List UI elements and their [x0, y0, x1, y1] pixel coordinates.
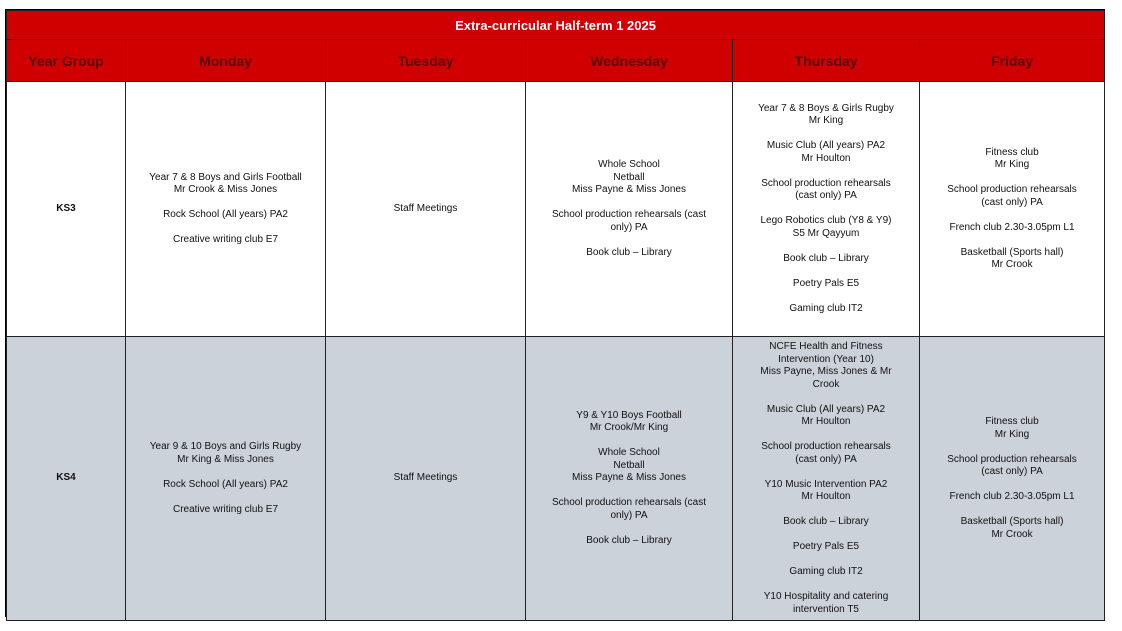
header-monday: Monday [126, 40, 326, 82]
activity-entry: Book club – Library [783, 252, 869, 264]
cell-ks3-monday [126, 82, 326, 337]
cell-ks4-friday [920, 337, 1105, 621]
activity-entry: Lego Robotics club (Y8 & Y9) S5 Mr Qayyum [760, 215, 892, 239]
activity-entry: Staff Meetings [393, 202, 458, 214]
timetable-sheet [5, 9, 1105, 617]
activity-entry: Fitness club Mr King [985, 146, 1039, 170]
activity-entry: Year 7 & 8 Boys and Girls Football Mr Crook & Miss Jones [149, 171, 302, 195]
activity-entry: Poetry Pals E5 [792, 277, 860, 289]
activity-entry: Gaming club IT2 [789, 302, 863, 314]
activity-entry: School production rehearsals (cast only) PA [761, 177, 891, 202]
activity-entry: Staff Meetings [393, 472, 458, 484]
header-thursday: Thursday [733, 40, 920, 82]
activity-entry: Rock School (All years) PA2 [163, 478, 288, 490]
activity-entry: Creative writing club E7 [172, 503, 279, 515]
activity-entry: Basketball (Sports hall) Mr Crook [960, 246, 1064, 270]
year-group-cell: KS4 [7, 337, 126, 621]
activity-entry: Book club – Library [586, 246, 672, 258]
header-wednesday: Wednesday [526, 40, 733, 82]
activity-entry: Book club – Library [586, 534, 672, 546]
activity-entry: Basketball (Sports hall) Mr Crook [960, 516, 1064, 540]
activity-entry: School production rehearsals (cast only) PA [552, 209, 706, 233]
cell-ks3-thursday [733, 82, 920, 337]
cell-ks4-thursday [733, 337, 920, 621]
header-year-group: Year Group [7, 40, 126, 82]
activity-entry: Whole School Netball Miss Payne & Miss Jones [572, 159, 686, 195]
title-row [7, 11, 1105, 40]
activity-entry: Y9 & Y10 Boys Football Mr Crook/Mr King [576, 409, 682, 434]
activity-entry: French club 2.30-3.05pm L1 [949, 221, 1075, 233]
activity-entry: Y10 Hospitality and catering intervention T5 [763, 591, 889, 615]
timetable [6, 10, 1105, 621]
cell-ks4-wednesday [526, 337, 733, 621]
activity-entry: Poetry Pals E5 [792, 541, 860, 552]
activity-entry: Book club – Library [783, 516, 869, 527]
activity-entry: School production rehearsals (cast only) PA [947, 453, 1077, 477]
activity-entry: Music Club (All years) PA2 Mr Houlton [766, 140, 886, 164]
activity-entry: Fitness club Mr King [985, 416, 1039, 440]
activity-entry: Whole School Netball Miss Payne & Miss Jones [572, 447, 686, 484]
activity-entry: French club 2.30-3.05pm L1 [949, 491, 1075, 502]
activity-entry: Gaming club IT2 [789, 566, 863, 577]
timetable-title: Extra-curricular Half-term 1 2025 [7, 11, 1105, 40]
cell-ks4-tuesday [326, 337, 526, 621]
row-ks3 [7, 82, 1105, 337]
activity-entry: Y10 Music Intervention PA2 Mr Houlton [764, 478, 888, 502]
activity-entry: Year 7 & 8 Boys & Girls Rugby Mr King [758, 102, 894, 127]
header-row [7, 40, 1105, 82]
activity-entry: NCFE Health and Fitness Intervention (Year 10) Miss Payne, Miss Jones & Mr Crook [760, 341, 892, 390]
activity-entry: Creative writing club E7 [172, 234, 279, 245]
header-tuesday: Tuesday [326, 40, 526, 82]
activity-entry: School production rehearsals (cast only) PA [947, 184, 1077, 208]
cell-ks4-monday [126, 337, 326, 621]
activity-entry: Music Club (All years) PA2 Mr Houlton [766, 403, 886, 427]
activity-entry: School production rehearsals (cast only) PA [552, 497, 706, 521]
activity-entry: Rock School (All years) PA2 [163, 209, 288, 220]
cell-ks3-tuesday [326, 82, 526, 337]
cell-ks3-wednesday [526, 82, 733, 337]
cell-ks3-friday [920, 82, 1105, 337]
row-ks4 [7, 337, 1105, 621]
activity-entry: Year 9 & 10 Boys and Girls Rugby Mr King & Miss Jones [149, 441, 302, 465]
year-group-cell: KS3 [7, 82, 126, 337]
activity-entry: School production rehearsals (cast only) PA [761, 441, 891, 465]
header-friday: Friday [920, 40, 1105, 82]
